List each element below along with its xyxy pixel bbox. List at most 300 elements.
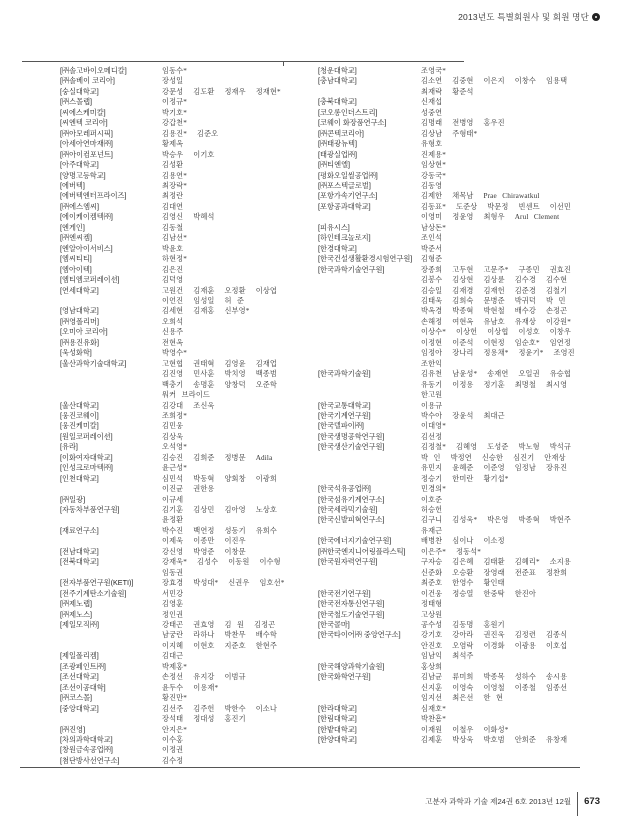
member-name: 임성일: [193, 296, 215, 305]
member-name: 이성호: [518, 328, 540, 337]
member-entry: [60, 233, 310, 243]
member-name: 박찬흠*: [421, 715, 447, 724]
member-name: 오준학: [255, 380, 277, 389]
section-title: [458, 11, 600, 23]
member-name: 정승열: [452, 589, 474, 598]
member-name: 이창수: [514, 77, 536, 86]
organization-name: [평화오일씰공업㈜]: [318, 170, 378, 180]
member-name: 오염락: [452, 641, 474, 650]
member-name: 김성욱*: [452, 516, 478, 525]
organization-name: [엠티엠코퍼레이션]: [60, 275, 120, 285]
organization-name: [유라]: [60, 442, 78, 452]
member-name: 박윤호: [162, 244, 184, 253]
member-name: 홍우진: [483, 119, 505, 128]
top-rule: [22, 61, 464, 62]
member-name: 최장락*: [162, 181, 188, 190]
organization-name: [한국델파이㈜]: [318, 421, 364, 431]
member-name: 고상원: [421, 610, 443, 619]
member-name: 김민웅: [162, 422, 184, 431]
organization-name: [울산과학기술대학교]: [60, 358, 127, 368]
member-name: 김선정: [421, 432, 443, 441]
member-name: 신용주: [162, 328, 184, 337]
member-entry: [60, 202, 310, 212]
member-names: [162, 254, 192, 264]
member-entry: [60, 432, 310, 442]
member-name: 박상욱: [452, 736, 474, 744]
member-name: 이대영*: [421, 422, 447, 431]
member-name: 김재경: [452, 286, 474, 295]
member-name: 이정용: [452, 380, 474, 389]
member-name: 박동혁: [193, 474, 215, 483]
member-names: [421, 536, 509, 546]
member-name: 이광희: [255, 474, 277, 483]
member-entry: [318, 484, 580, 494]
member-entry: [60, 704, 310, 725]
member-names: [421, 495, 447, 505]
member-name: 김승일: [421, 286, 443, 295]
member-names: [421, 704, 451, 714]
member-name: 배병찬: [421, 537, 443, 546]
member-name: 이호준: [421, 495, 443, 504]
member-names: [162, 401, 219, 411]
member-names: [162, 683, 223, 693]
organization-name: [전북대학교]: [60, 557, 99, 567]
member-name: 정기훈: [483, 380, 505, 389]
member-names: [162, 181, 192, 191]
organization-name: [㈜코스몰]: [60, 693, 93, 703]
organization-name: [한밭대학교]: [318, 724, 357, 734]
member-names: [421, 735, 572, 745]
member-names: [421, 630, 580, 661]
member-name: 홍진기: [224, 715, 246, 724]
member-name: 김대연: [162, 202, 184, 211]
organization-name: [에버텍엔터프라이즈]: [60, 191, 127, 201]
member-entry: [60, 76, 310, 86]
member-name: 권효영: [193, 621, 215, 630]
organization-name: [욱성화학]: [60, 348, 92, 358]
organization-name: [조선이공대학]: [60, 682, 106, 692]
member-name: 이용재*: [193, 683, 219, 692]
member-name: 강기호: [421, 631, 443, 640]
organization-name: [한양대학교]: [318, 735, 357, 744]
member-name: 김 원: [224, 621, 245, 630]
member-names: [162, 495, 188, 505]
member-name: 박현주: [549, 516, 571, 525]
member-entry: [60, 421, 310, 431]
member-name: 김동명: [452, 621, 474, 630]
member-entry: [60, 66, 310, 76]
member-name: 유동기: [421, 380, 443, 389]
organization-name: [코웨이 화장품연구소]: [318, 118, 387, 128]
member-name: 류미희: [452, 673, 474, 682]
organization-name: [㈜포스텍글로벌]: [318, 180, 371, 190]
member-entry: [60, 756, 310, 766]
member-names: [162, 411, 192, 421]
member-name: 양창덕: [224, 380, 246, 389]
member-name: 임연정: [549, 338, 571, 347]
organization-name: [차의과학대학교]: [60, 735, 113, 744]
member-name: 황제옥: [162, 140, 184, 149]
member-name: 김상현: [452, 276, 474, 285]
organization-name: [㈜아모레퍼시픽]: [60, 128, 113, 138]
member-entry: [60, 129, 310, 139]
member-entry: [318, 421, 580, 431]
organization-name: [한국과학기술원]: [318, 369, 371, 379]
organization-name: [자동차부품연구원]: [60, 505, 120, 515]
member-entry: [60, 735, 310, 745]
member-entry: [318, 254, 580, 264]
member-names: [162, 76, 188, 86]
member-entry: [60, 557, 310, 578]
member-names: [162, 212, 219, 222]
member-name: 고원건: [162, 286, 184, 295]
member-name: 장성일: [162, 77, 184, 86]
member-names: [421, 547, 486, 557]
member-entry: [318, 547, 580, 557]
member-name: 유창재: [545, 736, 568, 744]
member-names: [162, 651, 188, 661]
member-names: [162, 599, 188, 609]
member-name: 김수현: [545, 276, 568, 285]
member-name: 심민석: [162, 474, 184, 483]
member-names: [421, 725, 513, 735]
member-names: [162, 286, 310, 307]
member-name: 윤근성*: [162, 464, 188, 473]
member-names: [421, 223, 451, 233]
member-name: 김희숙: [452, 296, 474, 305]
organization-name: [전자부품연구원(KETI)]: [60, 578, 134, 588]
member-names: [162, 474, 310, 495]
member-name: 박종혁: [518, 516, 540, 525]
member-name: 이용규: [421, 401, 443, 410]
member-name: 심이나: [452, 537, 474, 546]
member-name: 오석영*: [162, 443, 188, 452]
member-name: 이규세: [162, 495, 184, 504]
organization-name: [한국신발피혁연구소]: [318, 515, 385, 525]
member-entry: [318, 369, 580, 400]
member-name: 정윤영: [452, 213, 474, 222]
member-name: 조신욱: [193, 401, 215, 410]
member-name: 워커 브라이드: [162, 391, 211, 400]
member-names: [421, 76, 580, 97]
member-entry: [318, 630, 580, 661]
organization-name: [제일모직㈜]: [60, 620, 99, 630]
member-name: 이광용: [514, 641, 536, 650]
organization-name: [한림대학교]: [318, 714, 357, 724]
member-names: [421, 484, 451, 494]
member-name: 주형태*: [452, 129, 478, 138]
member-name: 김혜영: [455, 443, 478, 452]
member-entry: [60, 212, 310, 222]
member-name: 김유천: [421, 370, 443, 379]
member-names: [162, 129, 223, 139]
member-names: [162, 662, 192, 672]
member-name: 이언진: [162, 296, 184, 305]
member-names: [162, 672, 250, 682]
member-entry: [60, 526, 310, 547]
organization-name: [㈜솔고바이오메디칼]: [60, 66, 127, 75]
member-names: [421, 150, 451, 160]
member-entry: [318, 97, 580, 107]
member-entry: [318, 108, 580, 118]
member-name: 이수형: [259, 558, 281, 567]
member-names: [421, 160, 451, 170]
member-name: 김성수: [196, 558, 219, 567]
member-name: 김남선*: [162, 234, 188, 243]
member-entry: [318, 265, 580, 370]
member-name: 김형준: [421, 255, 443, 264]
member-name: 오일권: [518, 370, 540, 379]
member-name: 김정철*: [421, 443, 447, 452]
organization-name: [첨단방사선연구소]: [60, 755, 120, 765]
organization-name: [아주대학교]: [60, 160, 99, 170]
member-names: [162, 421, 188, 431]
member-name: 박노형: [518, 443, 540, 452]
member-entry: [60, 578, 310, 588]
member-name: 오정환: [224, 286, 246, 295]
member-name: 이은주*: [421, 547, 447, 556]
member-name: 김혜리*: [514, 558, 540, 567]
member-name: 이제욱: [162, 537, 184, 546]
member-name: 심진기: [513, 453, 535, 462]
member-names: [421, 108, 447, 118]
member-name: 김준경: [514, 286, 536, 295]
member-name: 구자승: [421, 558, 443, 567]
member-names: [162, 265, 188, 275]
member-name: 최시영: [545, 380, 568, 389]
member-name: 장나리: [452, 349, 474, 358]
member-names: [162, 275, 188, 285]
organization-name: [엔알아이서비스]: [60, 243, 113, 253]
member-entry: [60, 683, 310, 693]
organization-name: [㈜콘텍코리아]: [318, 128, 364, 138]
member-name: 임호선*: [259, 579, 285, 588]
member-names: [421, 401, 447, 411]
organization-name: [에버텍]: [60, 180, 85, 190]
member-entry: [318, 432, 580, 442]
member-names: [162, 223, 188, 233]
member-entry: [318, 66, 580, 76]
member-name: 송시용: [545, 673, 568, 682]
member-names: [421, 171, 451, 181]
member-name: 신승한: [481, 453, 504, 462]
member-entry: [318, 233, 580, 243]
member-names: [421, 254, 447, 264]
member-name: 권한용: [193, 485, 215, 494]
member-name: 김명래: [421, 119, 443, 128]
page-footer: [425, 786, 600, 816]
member-name: 박옥경: [421, 307, 443, 316]
member-entry: [60, 610, 310, 620]
member-entry: [60, 505, 310, 526]
member-name: 박종목: [483, 673, 505, 682]
member-name: 조한익: [421, 359, 443, 368]
member-name: 윤정환: [162, 516, 184, 525]
member-names: [162, 150, 219, 160]
member-name: Adila: [255, 453, 273, 462]
member-name: 한 현: [483, 694, 504, 703]
member-name: 박준서: [421, 244, 443, 253]
member-name: 김영신: [162, 213, 184, 222]
member-name: 권태혁: [193, 359, 215, 368]
member-name: 라하나: [193, 631, 215, 640]
member-name: 정용채*: [483, 349, 509, 358]
member-name: 유희수: [255, 526, 277, 535]
member-name: 공수성: [421, 621, 443, 630]
member-names: [421, 191, 544, 201]
member-names: [421, 129, 482, 139]
member-names: [162, 547, 250, 557]
member-entry: [60, 725, 310, 735]
member-entry: [318, 725, 580, 735]
member-name: 임정남: [514, 464, 536, 473]
member-name: 이진우: [224, 537, 246, 546]
member-name: 이정권: [162, 746, 184, 755]
member-name: 임용택: [545, 77, 568, 86]
member-names: [421, 714, 451, 724]
member-names: [162, 233, 192, 243]
member-name: 임정아: [421, 349, 443, 358]
member-name: 최정란: [162, 192, 184, 201]
member-name: 김재홍: [193, 307, 215, 316]
member-name: 이재원: [421, 725, 443, 734]
member-name: 신권우: [228, 579, 250, 588]
member-name: 박성대*: [193, 579, 219, 588]
member-entry: [318, 610, 580, 620]
member-name: 서민강: [162, 589, 184, 598]
organization-name: [한국콜마]: [318, 620, 350, 630]
member-names: [421, 672, 580, 703]
member-name: 김동철: [162, 223, 184, 232]
organization-name: [한경대학교]: [318, 243, 357, 253]
member-name: 김진영: [162, 370, 184, 379]
member-name: 성중연: [421, 108, 443, 117]
member-entry: [60, 474, 310, 495]
organization-name: [제일폴리켐]: [60, 651, 99, 661]
member-name: 노상호: [255, 506, 277, 515]
member-name: 김수정: [162, 756, 184, 765]
member-name: 이철우: [452, 725, 474, 734]
organization-name: [㈜한국엔지니어링플라스틱]: [318, 546, 406, 556]
organization-name: [한국섬유기계연구소]: [318, 494, 385, 504]
member-name: 임남익: [421, 652, 443, 661]
section-title-text: 2013년도 특별회원사 및 회원 명단: [458, 12, 589, 22]
member-name: 이상헌: [455, 328, 478, 337]
member-name: 허승헌: [421, 506, 443, 515]
member-names: [421, 442, 580, 484]
member-name: 문병준: [483, 296, 505, 305]
member-name: 박현철: [483, 307, 505, 316]
member-entry: [60, 620, 310, 651]
member-name: 박 인: [421, 453, 441, 462]
member-names: [162, 171, 192, 181]
member-name: 박치영: [224, 370, 246, 379]
member-name: 최형우: [483, 213, 505, 222]
journal-citation: 고분자 과학과 기술 제24권 6호 2013년 12월: [425, 796, 572, 806]
organization-name: [중앙대학교]: [60, 703, 99, 713]
member-name: 정인권: [162, 610, 184, 619]
member-entry: [318, 118, 580, 128]
member-names: [162, 505, 310, 526]
member-name: 채목남: [452, 192, 474, 201]
member-names: [162, 87, 285, 97]
organization-name: [㈜에스엠씨]: [60, 201, 99, 211]
circle-bullet-icon: [592, 13, 600, 21]
member-name: 박수진: [162, 526, 184, 535]
member-name: 양회창: [224, 474, 246, 483]
member-entry: [60, 306, 310, 316]
member-name: 강신영: [162, 547, 184, 556]
member-name: 김종식: [545, 631, 568, 640]
organization-name: [한국타이어㈜ 중앙연구소]: [318, 630, 401, 640]
member-name: 안진호: [421, 641, 443, 650]
organization-name: [한국세라믹기술원]: [318, 505, 378, 515]
member-entry: [60, 171, 310, 181]
member-name: 백연정: [193, 526, 215, 535]
member-entry: [60, 651, 310, 661]
member-name: 박수아: [421, 411, 443, 420]
member-names: [162, 756, 188, 766]
member-entry: [60, 453, 310, 463]
member-name: 유재상: [514, 317, 536, 326]
member-name: 전준표: [514, 568, 536, 577]
member-name: 남윤성*: [452, 370, 478, 379]
member-name: 김철기: [545, 286, 568, 295]
organization-name: [숭실대학교]: [60, 86, 99, 96]
member-names: [162, 693, 192, 703]
member-name: 박문정: [487, 202, 509, 211]
organization-name: [㈜스몰랩]: [60, 97, 93, 107]
member-name: 이동원: [228, 558, 250, 567]
member-names: [421, 244, 447, 254]
member-name: 윤혜준: [452, 464, 474, 473]
member-name: 박 민: [545, 296, 566, 305]
organization-name: [엔게인]: [60, 222, 85, 232]
member-entry: [318, 704, 580, 714]
organization-name: [연세대학교]: [60, 285, 99, 295]
member-name: 이건웅: [421, 589, 443, 598]
member-entry: [60, 745, 310, 755]
member-name: 김강대: [162, 401, 184, 410]
member-entry: [318, 557, 580, 588]
member-name: 오희석: [162, 317, 184, 326]
member-name: 유형호: [421, 140, 443, 149]
member-names: [162, 306, 254, 316]
member-names: [162, 327, 188, 337]
member-names: [162, 453, 277, 463]
organization-name: [에이케이켐텍㈜]: [60, 212, 113, 222]
organization-name: [전주기계탄소기술원]: [60, 588, 127, 598]
member-name: 이정규*: [162, 98, 188, 107]
member-name: 장윤석: [452, 411, 474, 420]
member-name: 박영준: [193, 547, 215, 556]
organization-name: [이화여자대학교]: [60, 452, 113, 462]
member-entry: [60, 401, 310, 411]
member-name: 한영수: [452, 579, 474, 588]
member-name: 이상수*: [421, 328, 447, 337]
member-entry: [60, 662, 310, 672]
member-name: 신부영*: [224, 307, 250, 316]
organization-name: [㈜일광]: [60, 494, 86, 504]
member-name: 남상돈*: [421, 223, 447, 232]
member-entry: [318, 714, 580, 724]
member-entry: [60, 317, 310, 327]
member-name: 민경의*: [421, 485, 447, 494]
member-names: [421, 66, 451, 76]
organization-name: [재료연구소]: [60, 525, 99, 535]
member-name: 최준호: [421, 579, 443, 588]
member-name: 박귀덕: [514, 296, 536, 305]
